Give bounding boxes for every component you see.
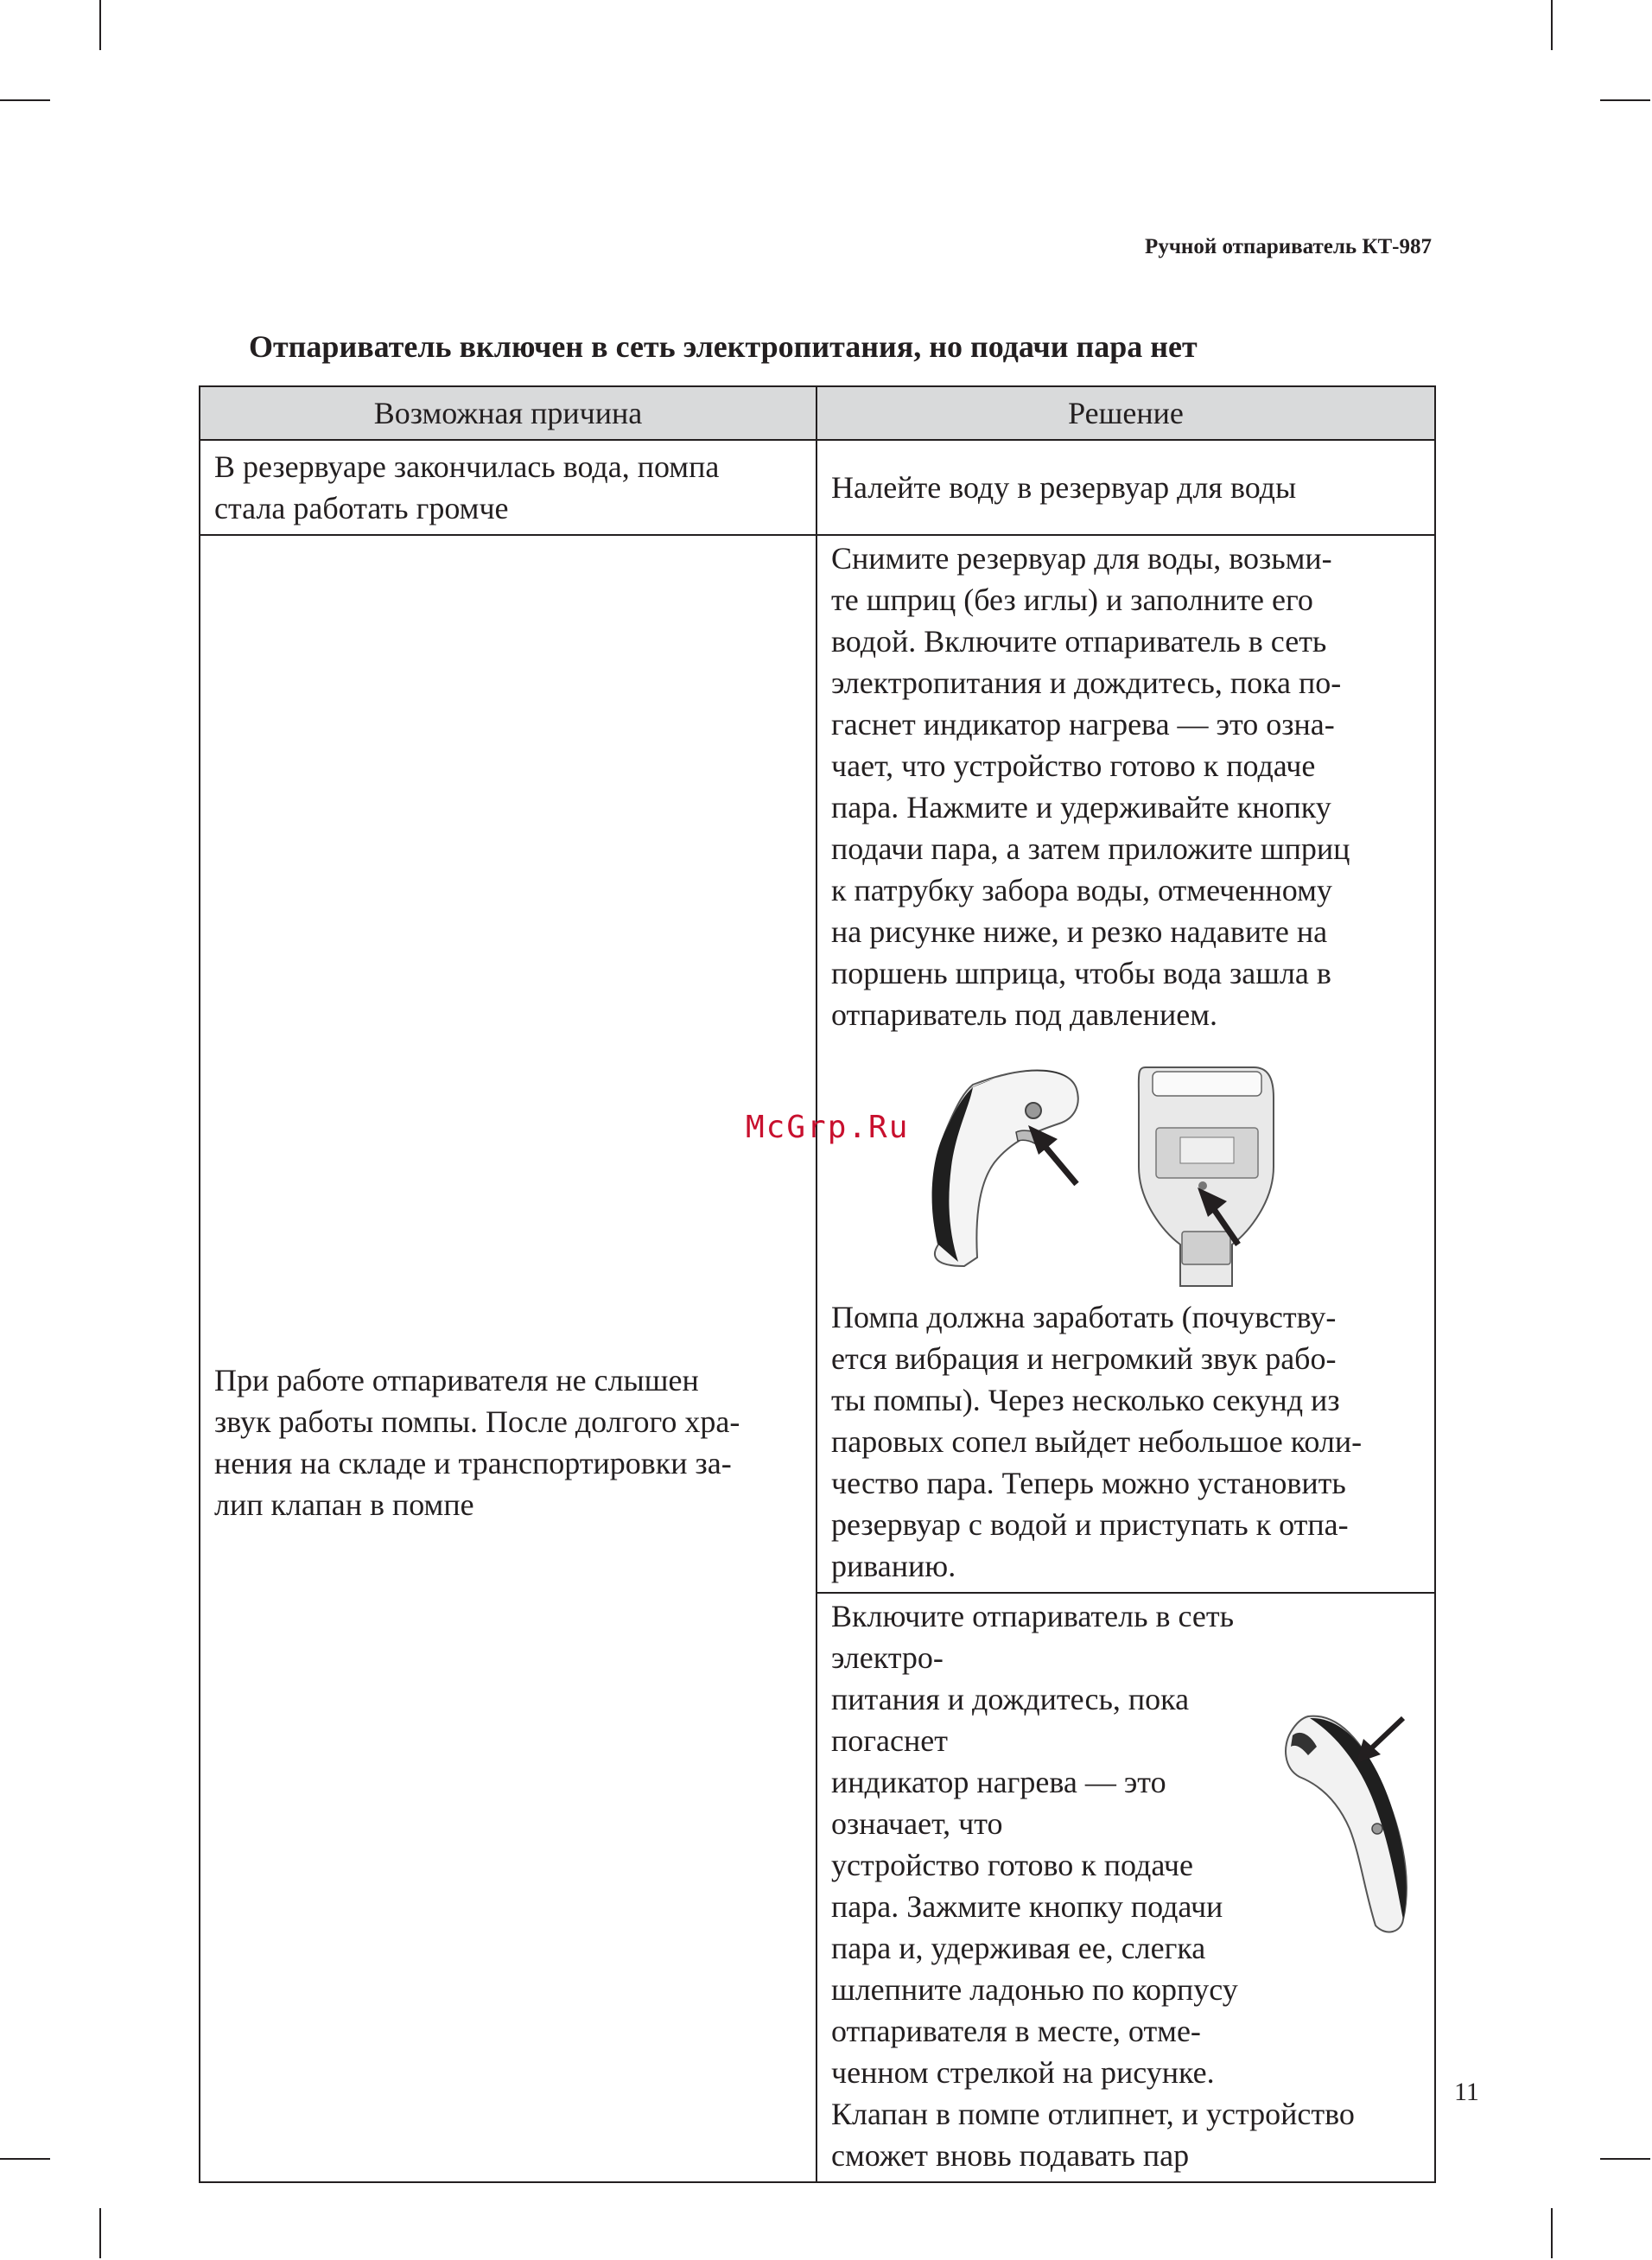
solution-text: Снимите резервуар для воды, возьми- те шприц (без иглы) и заполните его водой. Включите отпариватель в сеть электропитания и дождитесь, пока по- гаснет индикатор нагрева — это озна- чает, что устройство готово к подаче пара. Нажмите и удерживайте кнопку подачи пара, а затем приложите шприц к патрубку забора воды, отмеченному на рисунке ниже, и резко надавите на поршень шприца, чтобы вода зашла в отпариватель под давлением.	[831, 541, 1350, 1032]
steamer-side-image	[932, 1070, 1078, 1266]
cause-text: В резервуаре закончилась вода, помпа стала работать громче	[214, 449, 720, 525]
cause-cell	[200, 535, 816, 2182]
arrow-icon	[1028, 1125, 1077, 1184]
steamer-tap-illustration	[1274, 1699, 1420, 1945]
troubleshooting-table	[199, 385, 1436, 2183]
table-row	[200, 535, 1435, 1593]
crop-mark	[1551, 2208, 1553, 2258]
crop-mark	[0, 2158, 50, 2160]
crop-mark	[1551, 0, 1553, 50]
steamer-handle-image	[1286, 1716, 1407, 1932]
table-row	[200, 440, 1435, 535]
section-title: Отпариватель включен в сеть электропитания, но подачи пара нет	[249, 329, 1198, 364]
crop-mark	[99, 0, 101, 50]
crop-mark	[1600, 99, 1650, 101]
watermark: McGrp.Ru	[746, 1110, 910, 1145]
steamer-front-image	[1139, 1067, 1274, 1286]
crop-mark	[0, 99, 50, 101]
cause-text: При работе отпаривателя не слышен звук работы помпы. После долгого хра- нения на складе и транспортировки за- лип клапан в помпе	[214, 1363, 740, 1522]
steamer-figures	[831, 1046, 1420, 1289]
solution-cell	[816, 440, 1435, 535]
table-header-row	[200, 386, 1435, 440]
solution-cell	[816, 535, 1435, 1593]
page-number: 11	[1454, 2078, 1479, 2106]
crop-mark	[99, 2208, 101, 2258]
header-solution: Решение	[816, 386, 1435, 440]
solution-text: Налейте воду в резервуар для воды	[831, 470, 1297, 505]
solution-text: Помпа должна заработать (почувству- ется вибрация и негромкий звук рабо- ты помпы). Через несколько секунд из паровых сопел выйдет небольшое коли- чество пара. Теперь можно установить резервуар с водой и приступать к отпа- риванию.	[831, 1300, 1363, 1583]
steamer-tap-figure	[1274, 1699, 1420, 1945]
steamer-illustration	[817, 1046, 1436, 1289]
arrow-icon	[1357, 1718, 1403, 1763]
header-cause: Возможная причина	[200, 386, 816, 440]
solution-text: Включите отпариватель в сеть электро- питания и дождитесь, пока погаснет индикатор нагрева — это означает, что устройство готово к подаче пара. Зажмите кнопку подачи пара и, удерживая ее, слегка шлепните ладонью по корпусу отпаривателя в месте, отме- ченном стрелкой на рисунке. Клапан в помпе отлипнет, и устройство сможет вновь подавать пар	[831, 1599, 1355, 2173]
cause-cell	[200, 440, 816, 535]
running-head: Ручной отпариватель КТ-987	[1145, 235, 1432, 258]
crop-mark	[1600, 2158, 1650, 2160]
solution-cell	[816, 1593, 1435, 2182]
